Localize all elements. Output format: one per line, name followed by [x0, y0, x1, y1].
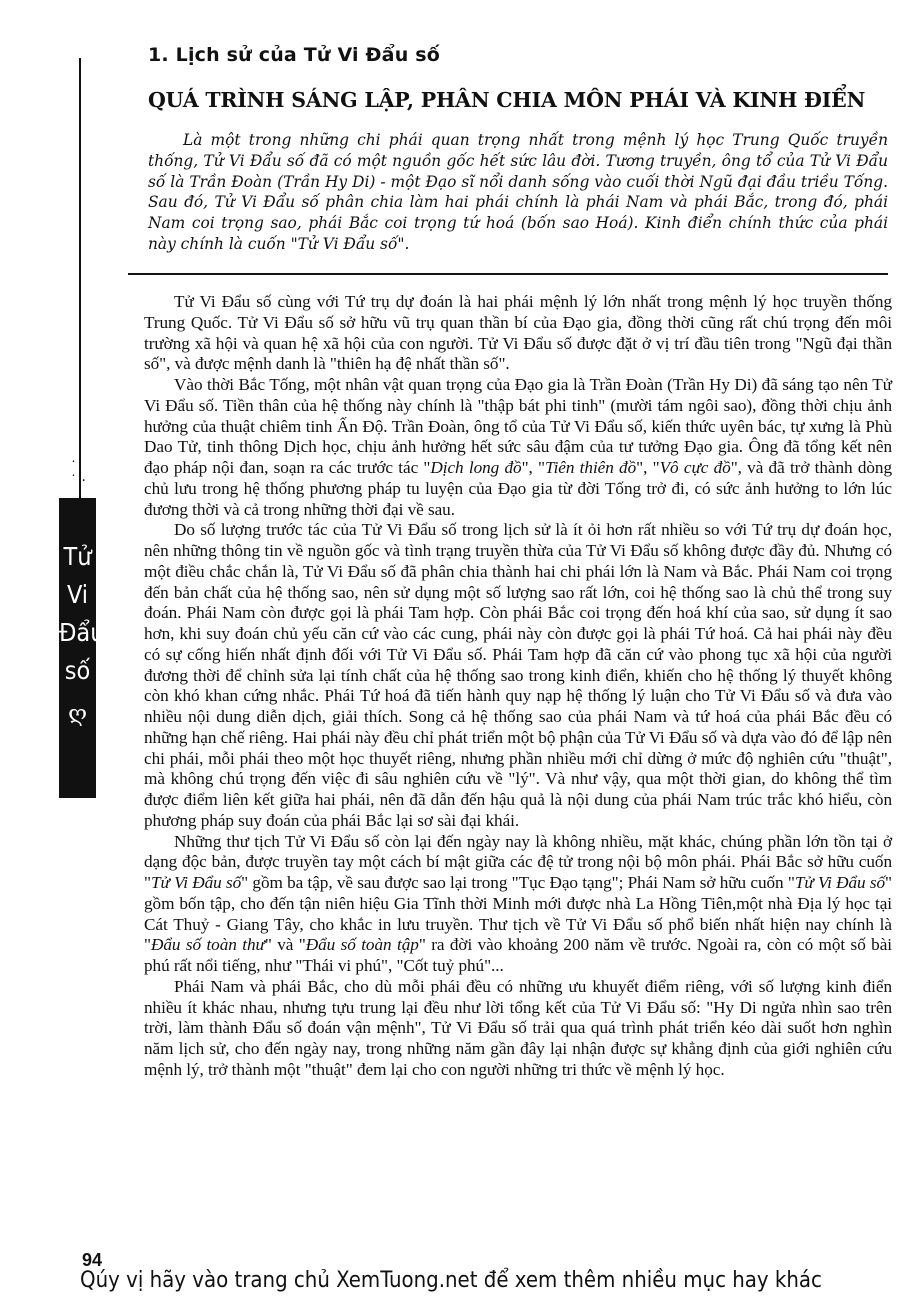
text-run: ", " — [636, 458, 660, 477]
side-tab-word: số — [64, 656, 91, 685]
side-chapter-tab — [59, 498, 105, 798]
divider-rule — [128, 273, 888, 275]
body-paragraph — [144, 977, 892, 1081]
italic-title: Tiên thiên đồ — [545, 458, 637, 477]
side-tab-word: Tử — [63, 542, 92, 571]
body-paragraph — [144, 292, 892, 375]
body-paragraph — [144, 520, 892, 831]
text-run: " ra đời vào khoảng 200 năm về trước. Ngoài ra, còn có một số bài phú rất nổi tiếng, như "Thái vi phú", "Cốt tuỷ phú"... — [144, 935, 893, 975]
intro-paragraph: Là một trong những chi phái quan trọng nhất trong mệnh lý học Trung Quốc truyền thống, Tử Vi Đẩu số đã có một nguồn gốc hết sức lâu đời. Tương truyền, ông tổ của Tử Vi Đẩu số là Trần Đoàn (Trần Hy Di) - một Đạo sĩ nổi danh sống vào cuối thời Ngũ đại đầu triều Tống. Sau đó, Tử Vi Đẩu số phân chia làm hai phái chính là phái Nam và phái Bắc, trong đó, phái Nam coi trọng sao, phái Bắc coi trọng tứ hoá (bốn sao Hoá). Kinh điển chính thức của phái này chính là cuốn "Tử Vi Đẩu số". — [148, 131, 888, 253]
body-paragraph — [144, 832, 892, 977]
text-run: ", và đã trở thành dòng chủ lưu trong hệ thống phương pháp tu luyện của Đạo gia từ đời Tống trở đi, có sức ảnh hưởng to lớn lúc đương thời và cả trong những thời đại về sau. — [144, 458, 893, 519]
text-run: " gồm bốn tập, cho đến tận niên hiệu Gia Tĩnh thời Minh mới được nhà La Hồng Tiên,một nhà Địa lý học tại Cát Thuỷ - Giang Tây, cho khắc in lưu truyền. Thư tịch về Tử Vi Đẩu số phổ biến nhất hiện nay chính là " — [144, 873, 892, 955]
left-margin-rule — [79, 58, 81, 498]
section-title: 1. Lịch sử của Tử Vi Đẩu số — [148, 44, 440, 66]
side-tab-word: Vi — [66, 580, 89, 609]
text-run: Phái Nam và phái Bắc, cho dù mỗi phái đều có những ưu khuyết điểm riêng, với số lượng kinh điển nhiều ít khác nhau, nhưng tựu trung lại đều như lời tổng kết của Tử Vi Đẩu số: "Hy Di ngửa nhìn sao trên trời, làm thành Đẩu số đoán vận mệnh", Tử Vi Đẩu số trải qua quá trình phát triển kéo dài suốt hơn nghìn năm lịch sử, cho đến ngày nay, trong những năm gần đây lại nhận được sự khẳng định của giới nghiên cứu mệnh lý, trở thành một "thuật" đem lại cho con người những tri thức về mệnh lý học. — [144, 976, 892, 1079]
intro-abstract — [148, 130, 888, 255]
text-run: " gồm ba tập, về sau được sao lại trong "Tục Đạo tạng"; Phái Nam sở hữu cuốn " — [241, 873, 795, 892]
footer-promo: Qúy vị hãy vào trang chủ XemTuong.net để xem thêm nhiều mục hay khác — [80, 1268, 822, 1293]
margin-mark: ˙ ˙ · — [70, 459, 86, 489]
side-tab-word: Đẩu — [59, 618, 105, 647]
page-number: 94 — [82, 1250, 103, 1270]
italic-title: Tử Vi Đẩu số — [794, 873, 886, 892]
ornament-icon: ღ — [68, 702, 87, 727]
text-run: Tử Vi Đẩu số cùng với Tứ trụ dự đoán là hai phái mệnh lý lớn nhất trong mệnh lý học truyền thống Trung Quốc. Tử Vi Đẩu số sở hữu vũ trụ quan thần bí của Đạo gia, đồng thời cũng rất chú trọng đến môi trường xã hội và quan hệ xã hội của con người. Tử Vi Đẩu số được đặt ở vị trí đầu tiên trong "Ngũ đại thần số", và được mệnh danh là "thiên hạ đệ nhất thần số". — [144, 292, 892, 374]
text-run: Do số lượng trước tác của Tử Vi Đẩu số trong lịch sử là ít ỏi hơn rất nhiều so với Tứ trụ dự đoán học, nên những thông tin về nguồn gốc và tình trạng truyền thừa của Tử Vi Đẩu số không được đầy đủ. Nhưng có một điều chắc chắn là, Tử Vi Đẩu số đã phân chia thành hai chi phái lớn là Nam và Bắc. Phái Nam coi trọng đến bản chất của hệ thống sao, nên sử dụng một số lượng sao rất lớn, coi hệ thống sao là chủ thể trong suy đoán. Phái Nam còn được gọi là phái Tam hợp. Còn phái Bắc coi trọng đến hoá khí của sao, sử dụng ít sao hơn, khi suy đoán chủ yếu căn cứ vào các cung, phái này còn được gọi là phái Tứ hoá. Cả hai phái này đều có sự cống hiến nhất định đối với Tử Vi Đẩu số. Phái Tam hợp đã căn cứ vào phong tục xã hội của người đương thời để chỉnh sửa lại tính chất của hệ thống sao trong kinh điển, khiến cho hệ thống lý thuyết không còn khó khan cứng nhắc. Phái Tứ hoá đã tiến hành quy nạp hệ thống lý luận cho Tử Vi Đẩu số và đưa vào nhiều nội dung diễn dịch, giải thích. Song cả hệ thống sao của phái Nam và tứ hoá của phái Bắc đều có những hạn chế riêng. Hai phái này đều chỉ phát triển một bộ phận của Tử Vi Đẩu số và dựa vào đó để lập nên chi phái, mỗi phái theo một học thuyết riêng, nhưng phần nhiều mới chỉ dừng ở mức độ nghiên cứu "thuật", mà không chú trọng đến việc đi sâu nghiên cứu về "lý". Và như vậy, qua một thời gian, do không thể tìm được điểm liên kết giữa hai phái, nên đã dẫn đến hậu quả là nội dung của phái Nam trúc trắc khó hiểu, còn phương pháp suy đoán của phái Bắc lại sơ sài đại khái. — [144, 520, 892, 830]
text-run: ", " — [521, 458, 546, 477]
italic-title: Đẩu số toàn tập — [305, 935, 419, 955]
main-heading: QUÁ TRÌNH SÁNG LẬP, PHÂN CHIA MÔN PHÁI VÀ KINH ĐIỂN — [148, 88, 866, 112]
text-run: " và " — [264, 935, 306, 955]
italic-title: Vô cực đồ — [659, 458, 731, 477]
body-text — [144, 292, 892, 1081]
text-run: Vào thời Bắc Tống, một nhân vật quan trọng của Đạo gia là Trần Đoàn (Trần Hy Di) đã sáng tạo nên Tử Vi Đẩu số. Tiền thân của hệ thống này chính là "thập bát phi tinh" (mười tám ngôi sao), đồng thời chịu ảnh hưởng của thuật chiêm tinh Ấn Độ. Trần Đoàn, ông tổ của Tử Vi Đẩu số, kiến thức uyên bác, tự xưng là Phù Dao Tử, tinh thông Dịch học, chịu ảnh hưởng hết sức sâu đậm của tư tưởng Đạo gia. Ông đã tổng kết nên đạo pháp nội đan, soạn ra các trước tác " — [144, 375, 892, 477]
italic-title: Tử Vi Đẩu số — [150, 873, 242, 892]
body-paragraph — [144, 375, 892, 520]
italic-title: Đẩu số toàn thư — [150, 935, 265, 955]
italic-title: Dịch long đồ — [430, 458, 522, 477]
text-run: Những thư tịch Tử Vi Đẩu số còn lại đến ngày nay là không nhiều, mặt khác, chúng phần lớn tồn tại ở dạng độc bản, được truyền tay một cách bí mật giữa các đệ tử trong nội bộ môn phái. Phái Bắc sở hữu cuốn " — [144, 831, 892, 892]
